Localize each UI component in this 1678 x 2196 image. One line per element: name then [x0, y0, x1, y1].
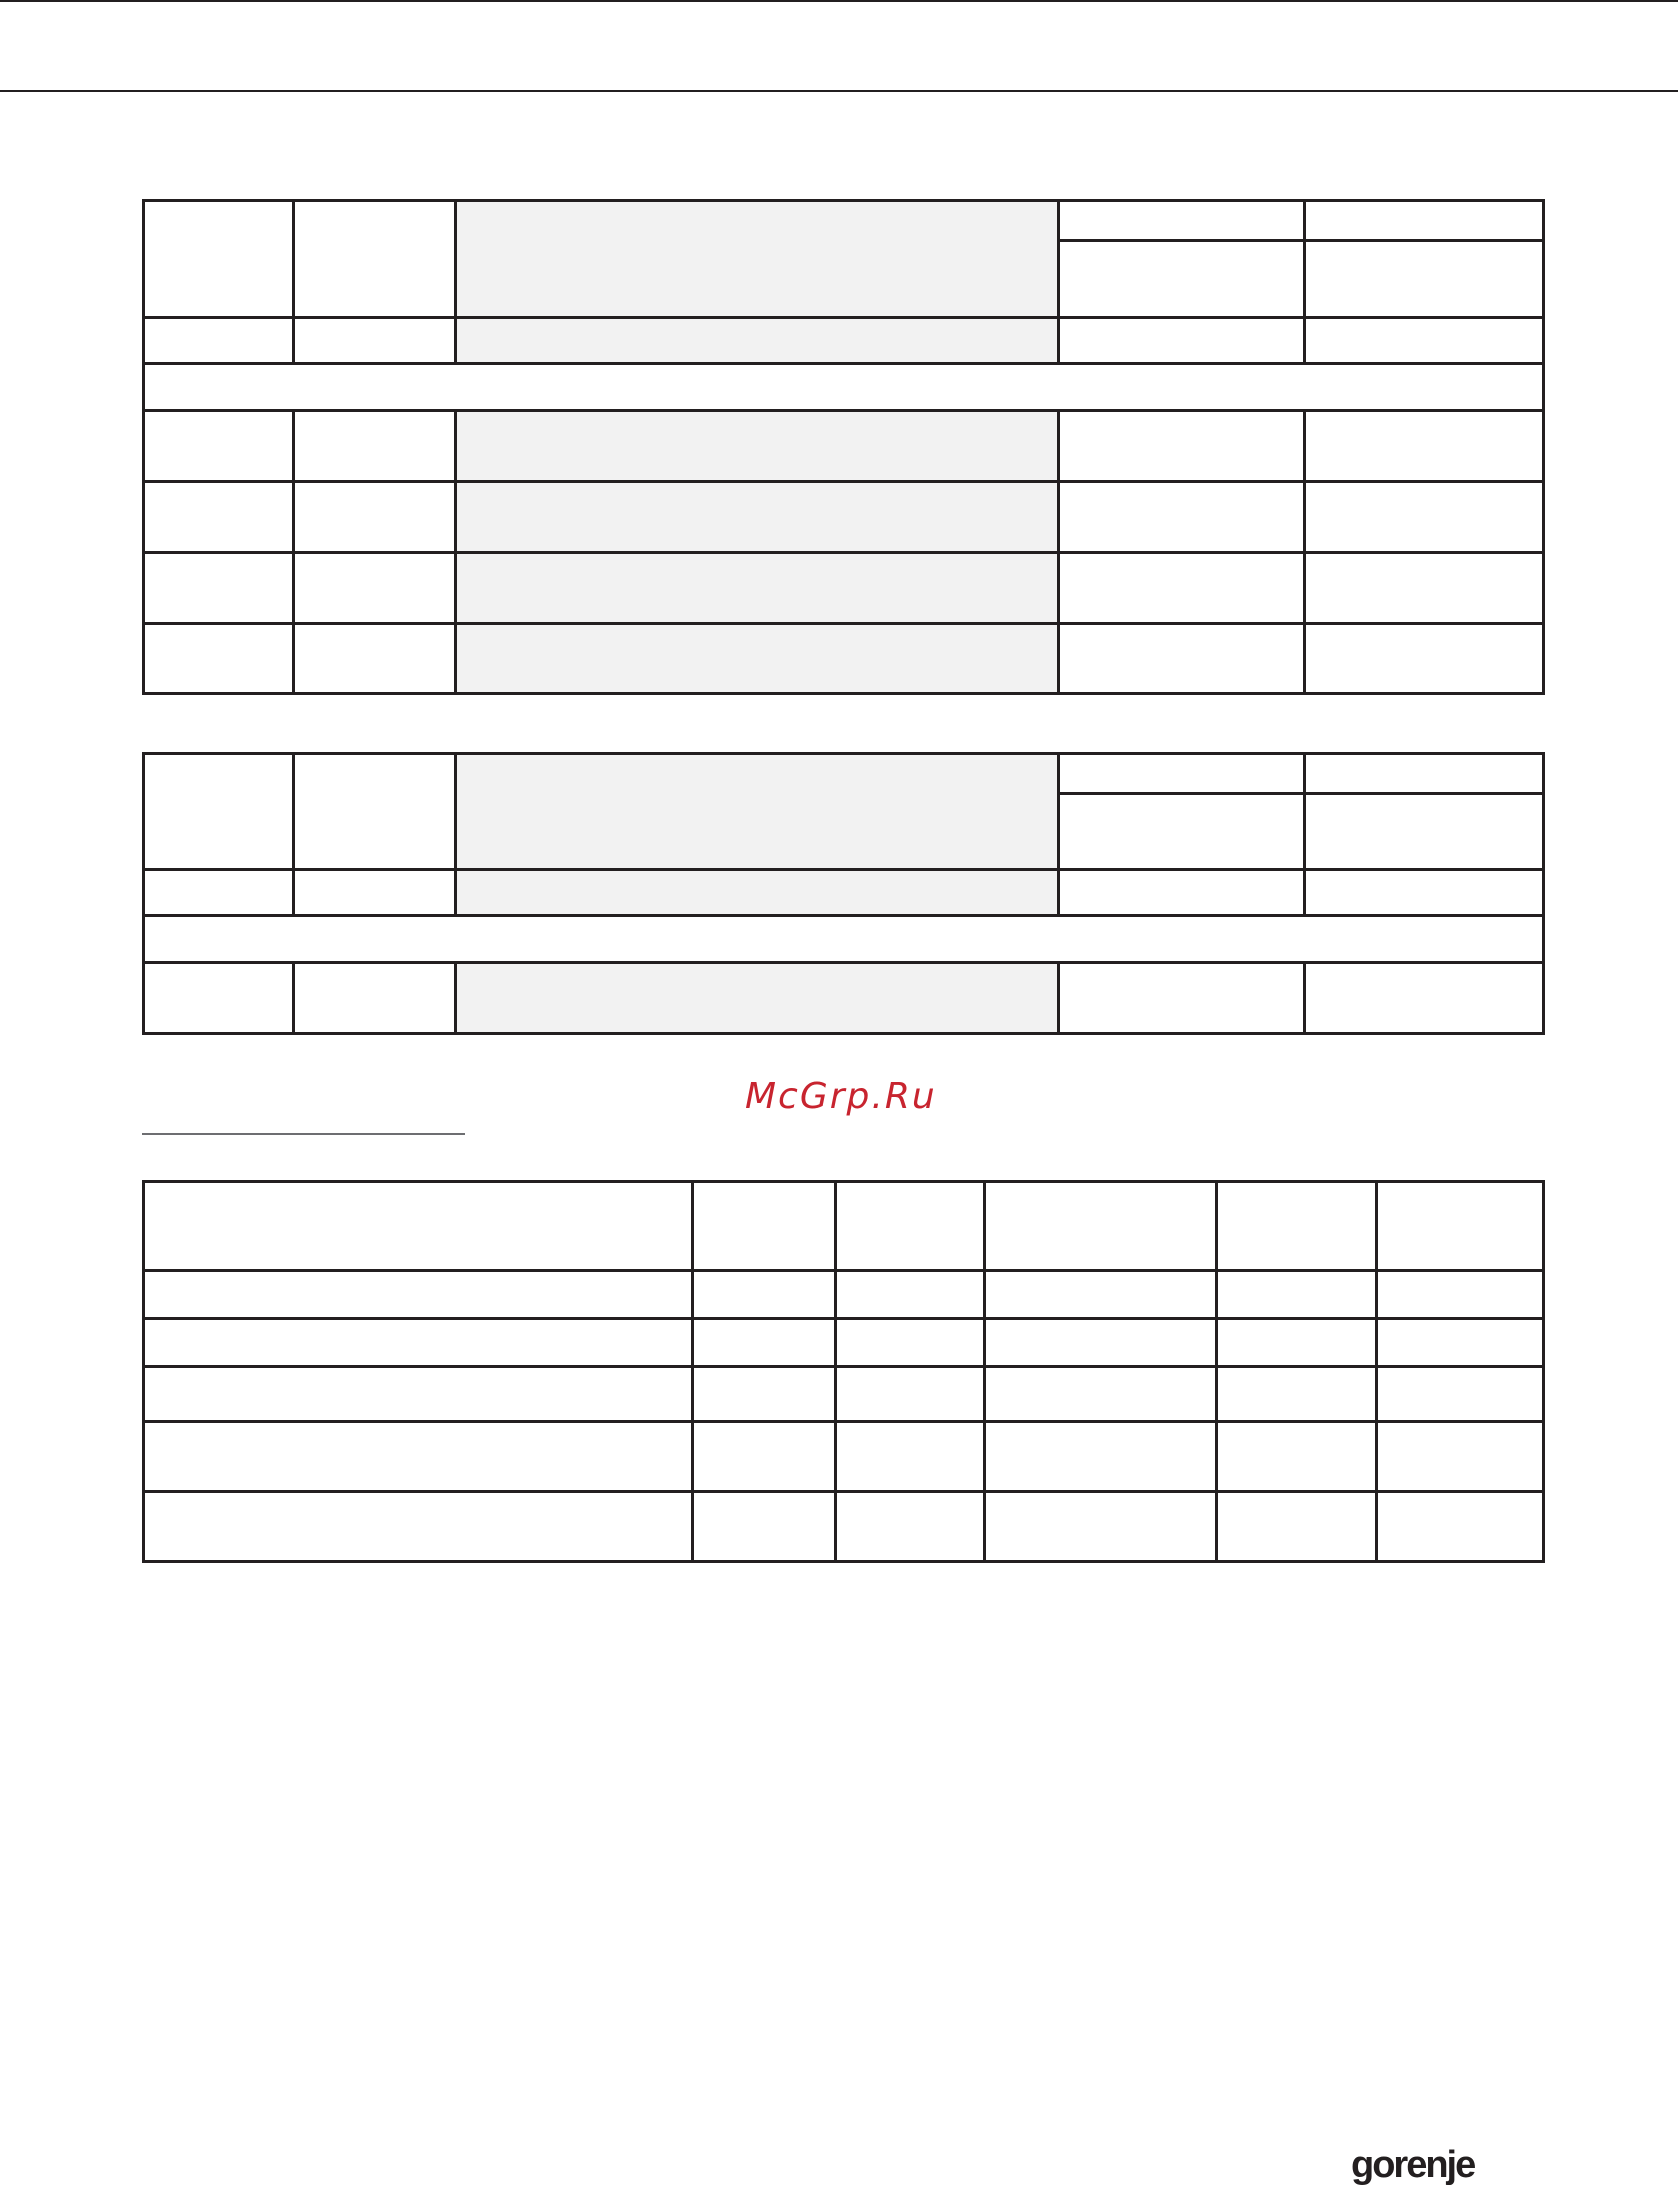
table-header-cell [1217, 1182, 1377, 1271]
table-cell [456, 553, 1059, 624]
table-cell [144, 1271, 693, 1319]
table-cell [144, 482, 294, 553]
table-cell [144, 624, 294, 694]
table-cell [985, 1271, 1217, 1319]
table-cell [144, 1319, 693, 1367]
table-cell [985, 1492, 1217, 1562]
table-cell [294, 754, 456, 870]
table-cell [294, 553, 456, 624]
table-cell [693, 1271, 836, 1319]
table-cell [1059, 201, 1305, 241]
table-cell [294, 201, 456, 318]
section-title-underline [142, 1133, 465, 1135]
table-cell [1059, 963, 1305, 1034]
watermark-text: McGrp.Ru [745, 1076, 937, 1117]
table-cell [144, 1492, 693, 1562]
table-cell [836, 1492, 985, 1562]
table-row [144, 754, 1544, 794]
table-cell [456, 624, 1059, 694]
table-cell [1305, 482, 1544, 553]
table-cell [1059, 482, 1305, 553]
table-row [144, 624, 1544, 694]
table-cell [294, 624, 456, 694]
table-cell [1377, 1319, 1544, 1367]
table-row [144, 870, 1544, 916]
table-cell [1059, 754, 1305, 794]
table-cell [144, 411, 294, 482]
table-section-cell [144, 364, 1544, 411]
top-rule [0, 0, 1678, 2]
table-cell [1059, 794, 1305, 870]
table-cell [456, 482, 1059, 553]
table-cell [836, 1367, 985, 1422]
table-cell [456, 411, 1059, 482]
table-cell [1217, 1319, 1377, 1367]
table-cell [294, 870, 456, 916]
table-cell [836, 1271, 985, 1319]
table-cell [144, 553, 294, 624]
table-cell [456, 318, 1059, 364]
table-cell [693, 1367, 836, 1422]
table-row [144, 1422, 1544, 1492]
table-cell [1305, 754, 1544, 794]
table-row [144, 553, 1544, 624]
table-row [144, 1492, 1544, 1562]
table-cell [144, 1367, 693, 1422]
table-cell [693, 1492, 836, 1562]
table-cell [836, 1422, 985, 1492]
table-cell [1305, 553, 1544, 624]
table-cell [836, 1319, 985, 1367]
table-header-cell [985, 1182, 1217, 1271]
table-cell [1305, 870, 1544, 916]
table-cell [144, 754, 294, 870]
table-row [144, 482, 1544, 553]
table-cell [456, 201, 1059, 318]
table-cell [294, 482, 456, 553]
table-cell [693, 1422, 836, 1492]
table-row [144, 1271, 1544, 1319]
table-cell [294, 318, 456, 364]
spec-table-2 [142, 752, 1545, 1035]
table-section-row [144, 364, 1544, 411]
table-cell [144, 201, 294, 318]
table-row [144, 201, 1544, 241]
table-cell [1217, 1367, 1377, 1422]
table-section-row [144, 916, 1544, 963]
spec-table-1 [142, 199, 1545, 695]
table-header-cell [1377, 1182, 1544, 1271]
table-cell [294, 963, 456, 1034]
table-cell [1305, 318, 1544, 364]
table-cell [144, 963, 294, 1034]
table-header-row [144, 1182, 1544, 1271]
table-row [144, 1319, 1544, 1367]
table-cell [1377, 1492, 1544, 1562]
table-row [144, 963, 1544, 1034]
table-header-cell [144, 1182, 693, 1271]
table-cell [985, 1319, 1217, 1367]
table-cell [1305, 794, 1544, 870]
table-cell [1059, 870, 1305, 916]
table-cell [1059, 411, 1305, 482]
table-cell [144, 1422, 693, 1492]
table-cell [1377, 1271, 1544, 1319]
table-cell [1059, 241, 1305, 318]
table-cell [294, 411, 456, 482]
table-cell [1217, 1492, 1377, 1562]
table-cell [1217, 1271, 1377, 1319]
table-cell [693, 1319, 836, 1367]
table-cell [144, 870, 294, 916]
table-cell [985, 1367, 1217, 1422]
table-section-cell [144, 916, 1544, 963]
gorenje-logo: gorenje [1351, 2144, 1475, 2186]
table-cell [1305, 241, 1544, 318]
table-cell [456, 870, 1059, 916]
table-cell [456, 963, 1059, 1034]
table-row [144, 1367, 1544, 1422]
table-cell [456, 754, 1059, 870]
table-cell [144, 318, 294, 364]
table-cell [1305, 963, 1544, 1034]
table-cell [1059, 553, 1305, 624]
header-rule [0, 90, 1678, 92]
table-cell [985, 1422, 1217, 1492]
table-cell [1377, 1367, 1544, 1422]
table-cell [1305, 624, 1544, 694]
spec-table-3 [142, 1180, 1545, 1563]
table-cell [1059, 624, 1305, 694]
table-row [144, 411, 1544, 482]
table-cell [1305, 411, 1544, 482]
table-cell [1305, 201, 1544, 241]
table-cell [1377, 1422, 1544, 1492]
table-cell [1059, 318, 1305, 364]
table-header-cell [693, 1182, 836, 1271]
table-cell [1217, 1422, 1377, 1492]
table-row [144, 318, 1544, 364]
table-header-cell [836, 1182, 985, 1271]
